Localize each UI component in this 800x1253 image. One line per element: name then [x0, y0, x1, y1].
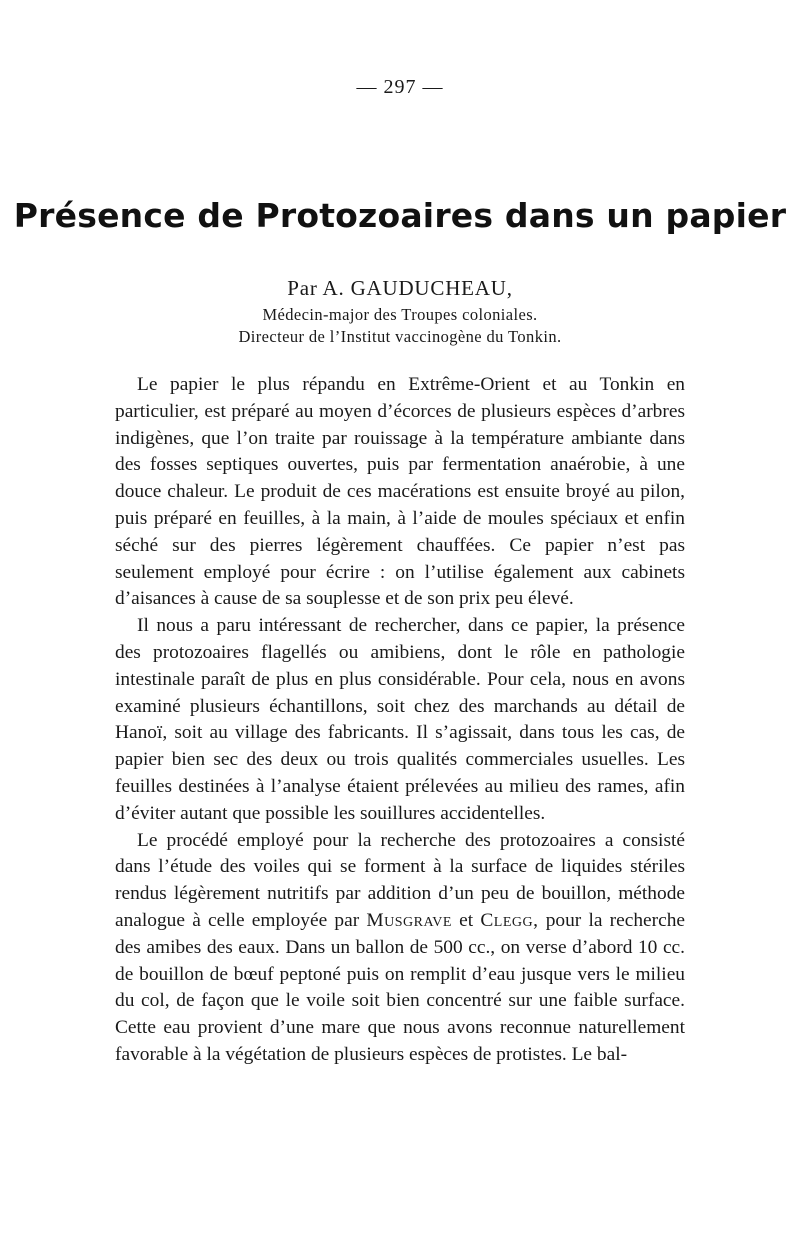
author-affiliation-rank: Médecin-major des Troupes coloniales.: [262, 305, 538, 324]
paragraph-3-text-b: et: [459, 909, 474, 931]
author-affiliation-institute: Directeur de l’Institut vaccinogène du Tonkin.: [238, 327, 562, 346]
author-byline: Par A. GAUDUCHEAU,: [287, 276, 513, 300]
paragraph-3-text-a: Le procédé employé pour la recherche des protozoaires a consisté dans l’étude des voiles qui se forment à la surface de liquides stériles rendus légèrement nutritifs par addition d’un peu de bouillon, méthode analogue à celle employée par: [115, 829, 685, 931]
page-number: — 297 —: [356, 76, 444, 98]
author-name-musgrave: Musgrave: [366, 909, 452, 931]
paragraph-2: Il nous a paru intéressant de rechercher, dans ce papier, la présence des protozoaires flagellés ou amibiens, dont le rôle en pathologie intestinale paraît de plus en plus considérable. Pour cela, nous en avons examiné plusieurs échantillons, soit chez des marchands au détail de Hanoï, soit au village des fabricants. Il s’agissait, dans tous les cas, de papier bien sec des deux ou trois qualités commerciales usuelles. Les feuilles destinées à l’analyse étaient prélevées au milieu des rames, afin d’éviter autant que possible les souillures accidentelles.: [115, 615, 685, 824]
article-body: [115, 372, 685, 1069]
author-name-clegg: Clegg,: [480, 909, 539, 931]
paragraph-3-text-c: pour la recherche des amibes des eaux. Dans un ballon de 500 cc., on verse d’abord 10 cc. de bouillon de bœuf peptoné puis on remplit d’eau jusque vers le milieu du col, de façon que le voile soit bien concentré sur une faible surface. Cette eau provient d’une mare que nous avons reconnue naturellement favorable à la végétation de plusieurs espèces de protistes. Le bal-: [115, 909, 685, 1065]
article-title: Présence de Protozoaires dans un papier: [13, 196, 787, 235]
paragraph-3: [115, 828, 685, 1069]
paragraph-1: Le papier le plus répandu en Extrême-Orient et au Tonkin en particulier, est préparé au moyen d’écorces de plusieurs espèces d’arbres indigènes, que l’on traite par rouissage à la température ambiante dans des fosses septiques ouvertes, puis par fermentation anaérobie, à une douce chaleur. Le produit de ces macérations est ensuite broyé au pilon, puis préparé en feuilles, à la main, à l’aide de moules spéciaux et enfin séché sur des pierres légèrement chauffées. Ce papier n’est pas seulement employé pour écrire : on l’utilise également aux cabinets d’aisances à cause de sa souplesse et de son prix peu élevé.: [115, 374, 685, 610]
